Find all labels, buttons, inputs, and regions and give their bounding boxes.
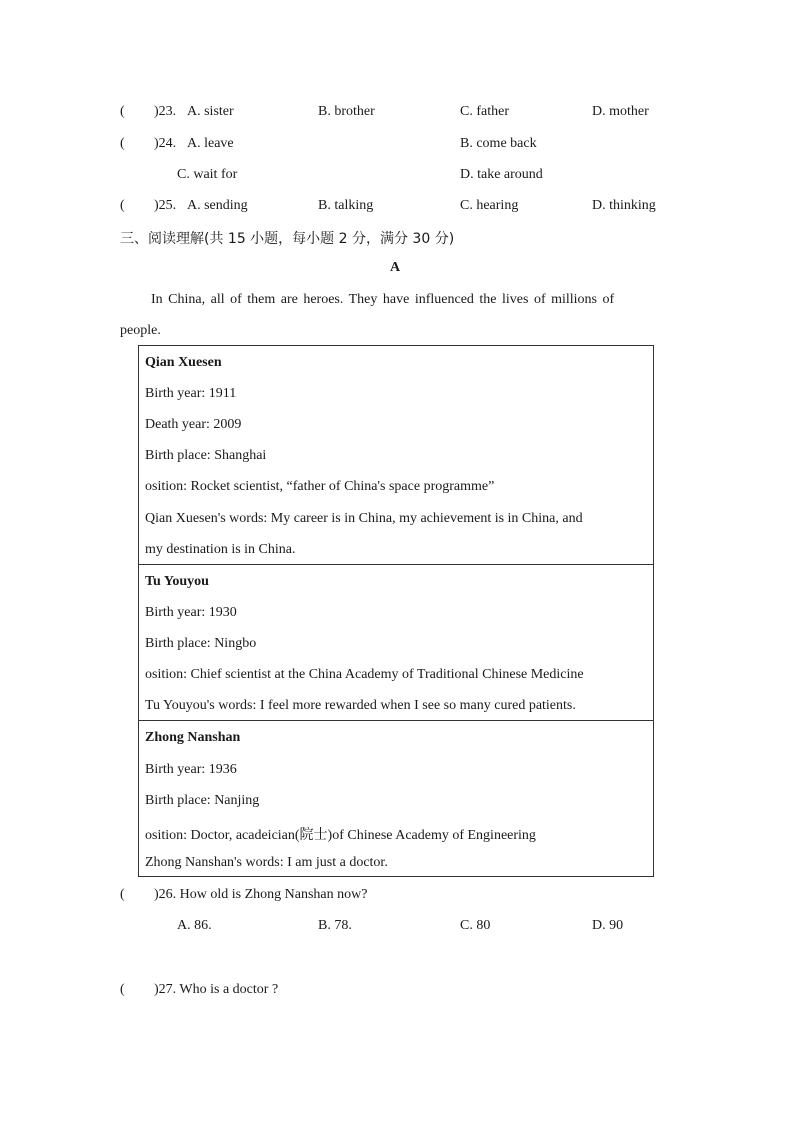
option-a: A. sending [187,198,248,213]
birth-year: Birth year: 1911 [145,386,237,401]
words-line1: Tu Youyou's words: I feel more rewarded when I see so many cured patients. [145,698,576,713]
words-line1: Zhong Nanshan's words: I am just a doctor. [145,855,388,870]
option-b: B. come back [460,136,537,151]
passage-intro-line1: In China, all of them are heroes. They have influenced the lives of millions of [151,292,615,307]
answer-blank[interactable]: ( [120,136,125,151]
table-divider [138,564,654,565]
option-d: D. mother [592,104,649,119]
option-b: B. brother [318,104,375,119]
position-suffix: )of Chinese Academy of Engineering [327,828,536,843]
answer-blank[interactable]: ( [120,887,125,902]
option-d: D. thinking [592,198,656,213]
answer-blank[interactable]: ( [120,104,125,119]
birth-place: Birth place: Nanjing [145,793,260,808]
answer-blank[interactable]: ( [120,198,125,213]
option-c: C. father [460,104,509,119]
position-chinese-note: 院士 [299,827,328,843]
option-b: B. talking [318,198,374,213]
position: osition: Chief scientist at the China Academy of Traditional Chinese Medicine [145,667,584,682]
table-divider [138,720,654,721]
birth-place: Birth place: Shanghai [145,448,267,463]
birth-place: Birth place: Ningbo [145,636,257,651]
words-line1: Qian Xuesen's words: My career is in China, my achievement is in China, and [145,511,583,526]
death-year: Death year: 2009 [145,417,242,432]
question-number: )25. [154,198,177,213]
option-c: C. wait for [177,167,238,182]
position: osition: Rocket scientist, “father of China's space programme” [145,479,495,494]
option-a: A. leave [187,136,234,151]
section-heading: 三、阅读理解(共 15 小题，每小题 2 分，满分 30 分) [120,231,455,247]
option-d: D. take around [460,167,543,182]
question-number: )24. [154,136,177,151]
words-line2: my destination is in China. [145,542,296,557]
passage-label: A [390,260,401,275]
option-c: C. hearing [460,198,519,213]
question-text: )26. How old is Zhong Nanshan now? [154,887,368,902]
position [145,824,536,844]
answer-blank[interactable]: ( [120,982,125,997]
person-name: Zhong Nanshan [145,730,241,745]
option-d: D. 90 [592,918,624,933]
position-prefix: osition: Doctor, acadeician( [145,828,300,843]
person-name: Qian Xuesen [145,355,222,370]
option-a: A. 86. [177,918,212,933]
option-c: C. 80 [460,918,491,933]
person-name: Tu Youyou [145,574,209,589]
question-text: )27. Who is a doctor ? [154,982,279,997]
option-a: A. sister [187,104,234,119]
passage-intro-line2: people. [120,323,161,338]
birth-year: Birth year: 1936 [145,762,237,777]
birth-year: Birth year: 1930 [145,605,237,620]
question-number: )23. [154,104,177,119]
option-b: B. 78. [318,918,352,933]
